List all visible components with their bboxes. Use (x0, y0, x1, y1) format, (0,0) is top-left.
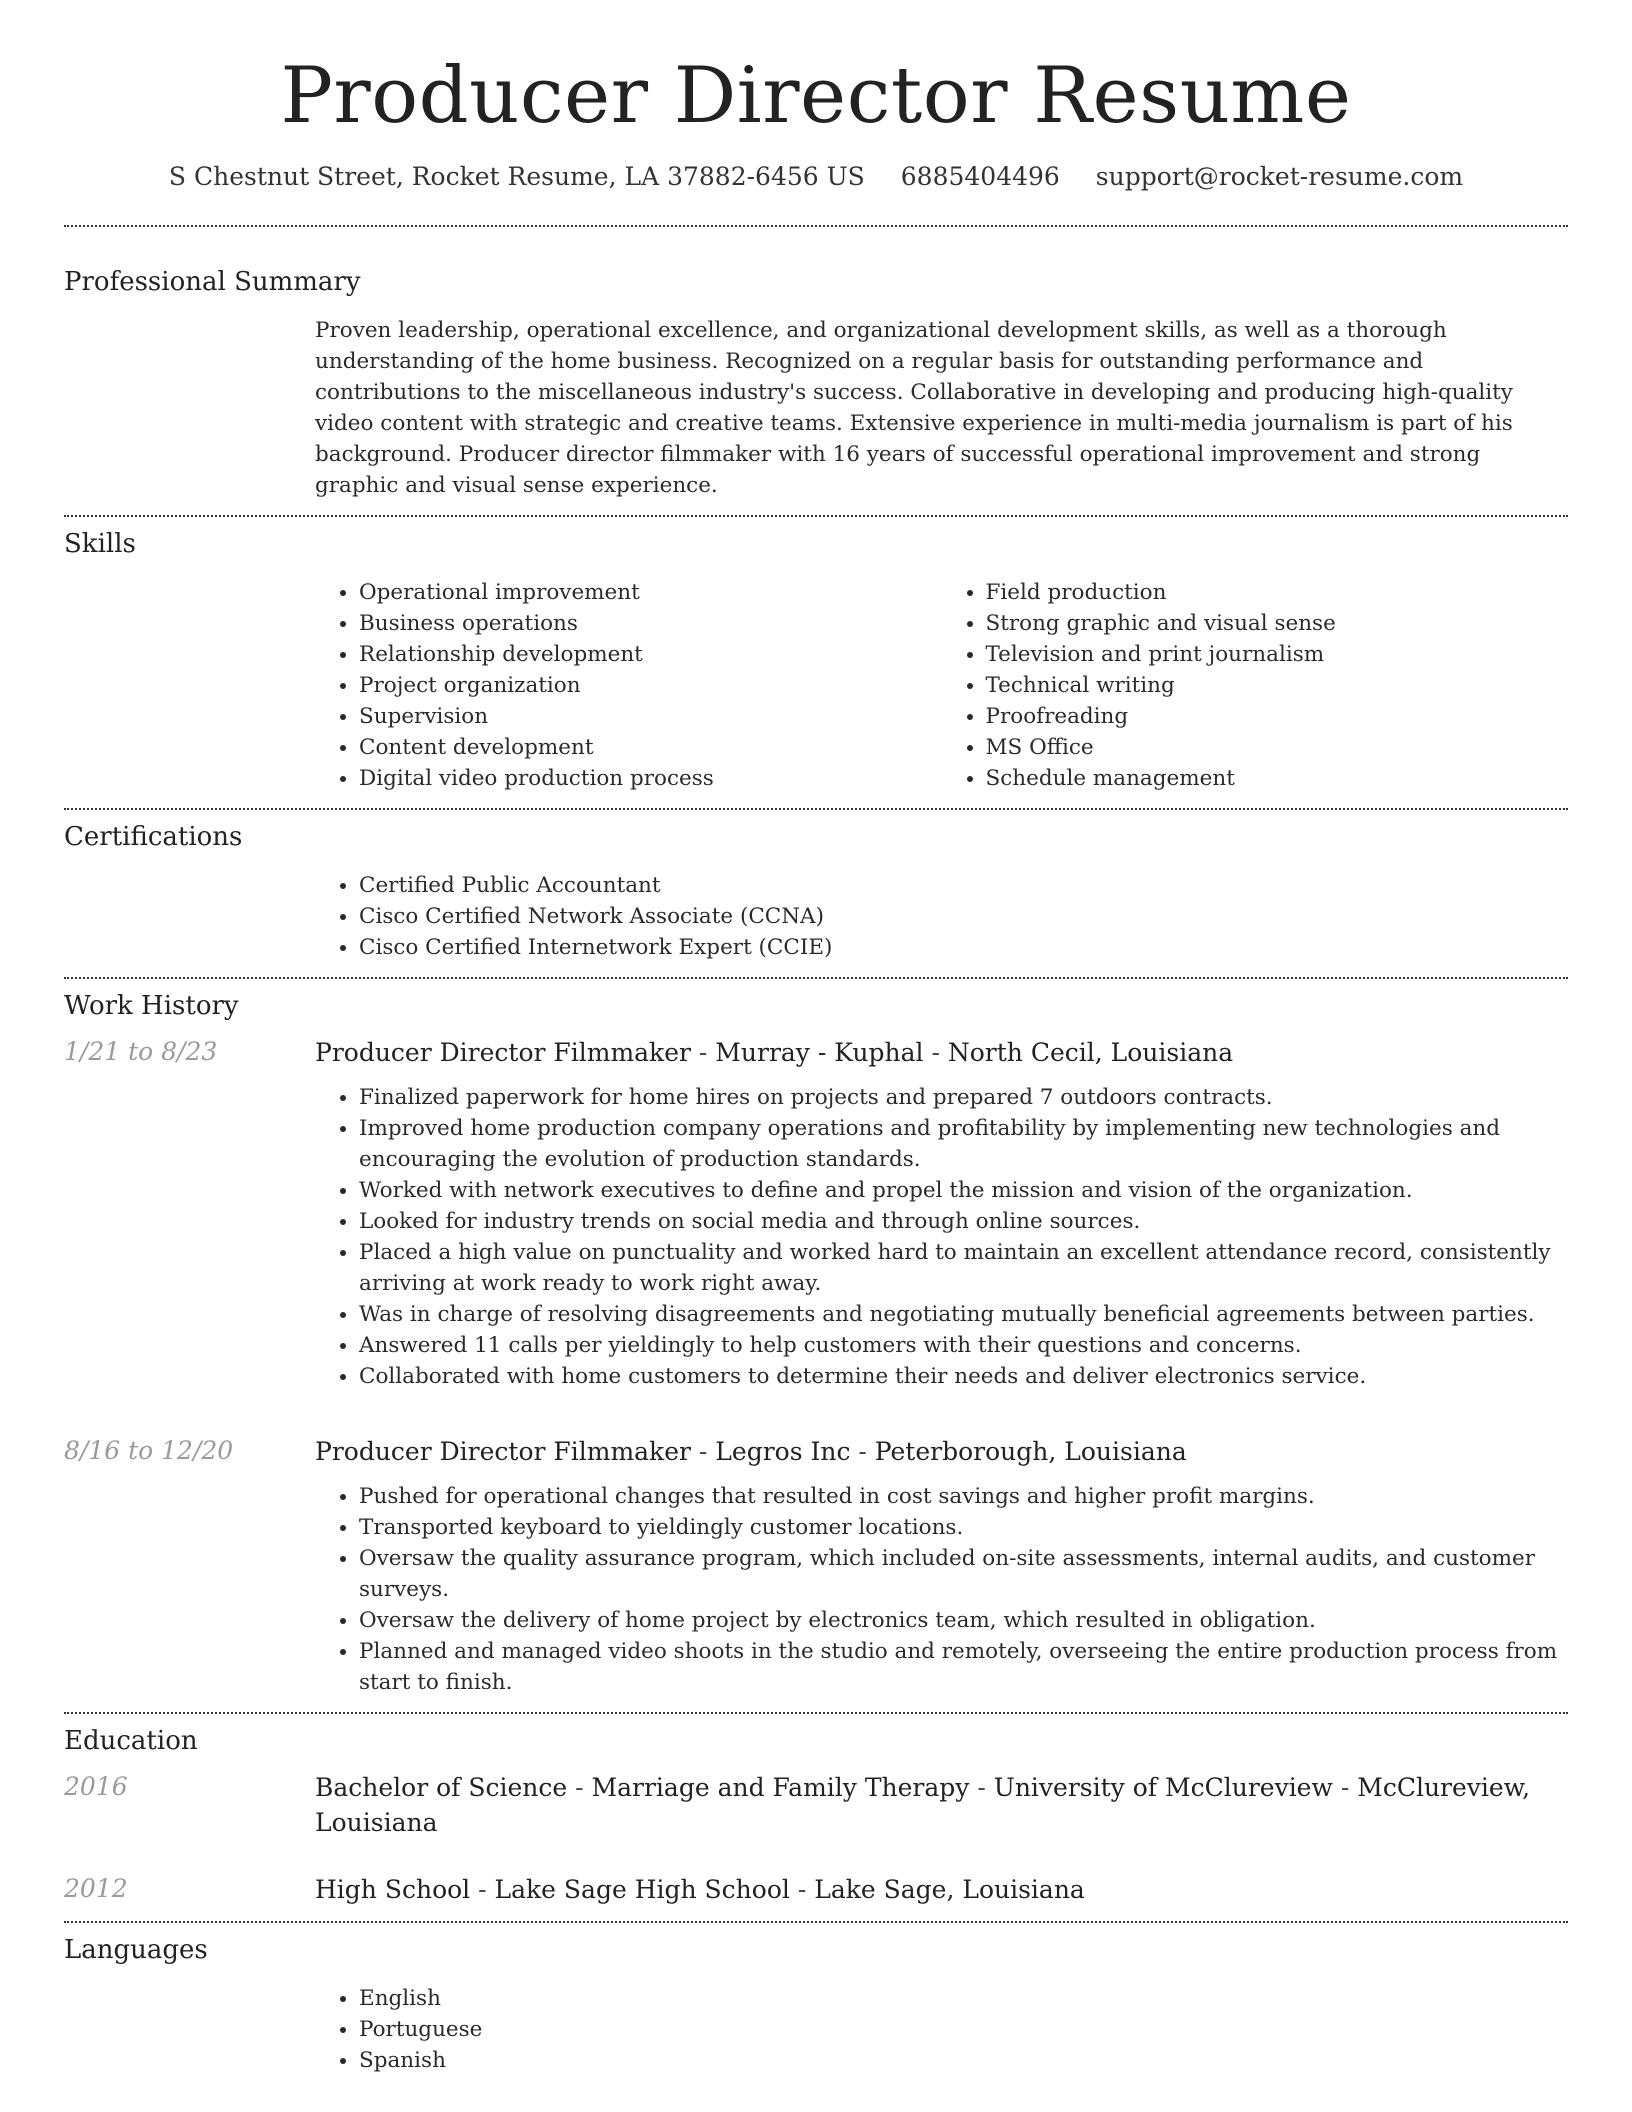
languages-body (315, 1983, 1568, 2076)
job-separator: - (690, 1436, 716, 1466)
education-location: McClureview, Louisiana (315, 1772, 1531, 1837)
education-separator: - (1332, 1772, 1358, 1802)
education-year: 2016 (64, 1771, 128, 1801)
job-bullet: • Answered 11 calls per yieldingly to help customers with their questions and concerns. (359, 1330, 1568, 1361)
section-title-certifications: Certifications (64, 821, 243, 852)
skill-item: • Content development (359, 732, 942, 763)
job-bullet: • Finalized paperwork for home hires on projects and prepared 7 outdoors contracts. (359, 1082, 1568, 1113)
summary-section (64, 227, 1568, 515)
job-bullet: • Transported keyboard to yieldingly customer locations. (359, 1512, 1568, 1543)
job-bullet: • Oversaw the quality assurance program, which included on-site assessments, internal audits, and customer surveys. (359, 1543, 1568, 1605)
education-year: 2012 (64, 1873, 128, 1903)
job-bullet: • Collaborated with home customers to determine their needs and deliver electronics service. (359, 1361, 1568, 1392)
skill-item: • Technical writing (986, 670, 1569, 701)
job-dates: 1/21 to 8/23 (64, 1036, 218, 1066)
section-title-skills: Skills (64, 528, 136, 559)
job-bullet: • Pushed for operational changes that resulted in cost savings and higher profit margins. (359, 1481, 1568, 1512)
job-role: Producer Director Filmmaker (315, 1037, 691, 1067)
page-title: Producer Director Resume (280, 51, 1352, 141)
job-bullet: • Looked for industry trends on social media and through online sources. (359, 1206, 1568, 1237)
education-separator: - (470, 1874, 495, 1904)
skills-section (64, 517, 1568, 808)
contact-line (64, 162, 1568, 191)
job-separator: - (850, 1436, 875, 1466)
job-heading (315, 1035, 1568, 1070)
contact-address: S Chestnut Street, Rocket Resume, LA 37882-6456 US (168, 161, 865, 191)
skill-item: • Field production (986, 577, 1569, 608)
spacer (64, 1840, 1568, 1866)
skill-item: • Strong graphic and visual sense (986, 608, 1569, 639)
job-bullets (315, 1481, 1568, 1698)
education-degree: Bachelor of Science (315, 1772, 568, 1802)
language-item: • Portuguese (359, 2014, 1568, 2045)
section-title-summary: Professional Summary (64, 266, 361, 297)
section-title-work: Work History (64, 990, 239, 1021)
certification-item: • Certified Public Accountant (359, 870, 1568, 901)
job-company: Murray - Kuphal (715, 1037, 924, 1067)
languages-section (64, 1923, 1568, 2090)
education-degree: High School (315, 1874, 471, 1904)
education-section (64, 1714, 1568, 1921)
skills-list-right (942, 577, 1569, 794)
skills-list-left (315, 577, 942, 794)
section-title-languages: Languages (64, 1934, 208, 1965)
certification-item: • Cisco Certified Internetwork Expert (CCIE) (359, 932, 1568, 963)
job-body (315, 1035, 1568, 1392)
certifications-section (64, 810, 1568, 977)
resume-page (64, 0, 1568, 2090)
skill-item: • Operational improvement (359, 577, 942, 608)
contact-phone[interactable]: 6885404496 (900, 161, 1060, 191)
job-bullet: • Oversaw the delivery of home project by electronics team, which resulted in obligation. (359, 1605, 1568, 1636)
language-item: • English (359, 1983, 1568, 2014)
job-entry (64, 1434, 1568, 1698)
section-title-education: Education (64, 1725, 198, 1756)
job-separator: - (690, 1037, 716, 1067)
skills-grid (315, 577, 1568, 794)
skill-item: • Digital video production process (359, 763, 942, 794)
skill-item: • Schedule management (986, 763, 1569, 794)
education-entry (64, 1770, 1568, 1840)
job-entry (64, 1035, 1568, 1392)
job-body (315, 1434, 1568, 1698)
education-entry (64, 1872, 1568, 1907)
certifications-list (315, 870, 1568, 963)
skill-item: • Supervision (359, 701, 942, 732)
job-location: North Cecil, Louisiana (947, 1037, 1234, 1067)
education-separator: - (567, 1772, 592, 1802)
job-heading (315, 1434, 1568, 1469)
skill-item: • Business operations (359, 608, 942, 639)
job-role: Producer Director Filmmaker (315, 1436, 691, 1466)
job-bullet: • Worked with network executives to define and propel the mission and vision of the organization. (359, 1175, 1568, 1206)
education-school: University of McClureview (993, 1772, 1333, 1802)
job-separator: - (923, 1037, 948, 1067)
education-school: Lake Sage High School (494, 1874, 790, 1904)
education-location: Lake Sage, Louisiana (814, 1874, 1085, 1904)
job-bullet: • Improved home production company operations and profitability by implementing new technologies and encouraging the evolution of production standards. (359, 1113, 1568, 1175)
summary-text: Proven leadership, operational excellence, and organizational development skills, as well as a thorough understanding of the home business. Recognized on a regular basis for outstanding performance and contributions to the miscellaneous industry's success. Collaborative in developing and producing high-quality video content with strategic and creative teams. Extensive experience in multi-media journalism is part of his background. Producer director filmmaker with 16 years of successful operational improvement and strong graphic and visual sense experience. (315, 317, 1513, 498)
job-bullet: • Planned and managed video shoots in the studio and remotely, overseeing the entire production process from start to finish. (359, 1636, 1568, 1698)
skill-item: • Relationship development (359, 639, 942, 670)
job-bullet: • Was in charge of resolving disagreements and negotiating mutually beneficial agreements between parties. (359, 1299, 1568, 1330)
skill-item: • MS Office (986, 732, 1569, 763)
job-location: Peterborough, Louisiana (874, 1436, 1187, 1466)
education-field: Marriage and Family Therapy (591, 1772, 970, 1802)
certification-item: • Cisco Certified Network Associate (CCNA) (359, 901, 1568, 932)
education-heading (315, 1872, 1568, 1907)
contact-email[interactable]: support@rocket-resume.com (1095, 161, 1464, 191)
skill-item: • Television and print journalism (986, 639, 1569, 670)
language-item: • Spanish (359, 2045, 1568, 2076)
job-company: Legros Inc (715, 1436, 851, 1466)
job-dates: 8/16 to 12/20 (64, 1435, 234, 1465)
job-bullet: • Placed a high value on punctuality and worked hard to maintain an excellent attendance record, consistently arriving at work ready to work right away. (359, 1237, 1568, 1299)
languages-list (315, 1983, 1568, 2076)
education-separator: - (789, 1874, 815, 1904)
certifications-body (315, 870, 1568, 963)
education-heading (315, 1770, 1568, 1840)
spacer (64, 1392, 1568, 1428)
job-bullets (315, 1082, 1568, 1392)
education-separator: - (969, 1772, 994, 1802)
skill-item: • Project organization (359, 670, 942, 701)
skill-item: • Proofreading (986, 701, 1569, 732)
work-section (64, 979, 1568, 1712)
